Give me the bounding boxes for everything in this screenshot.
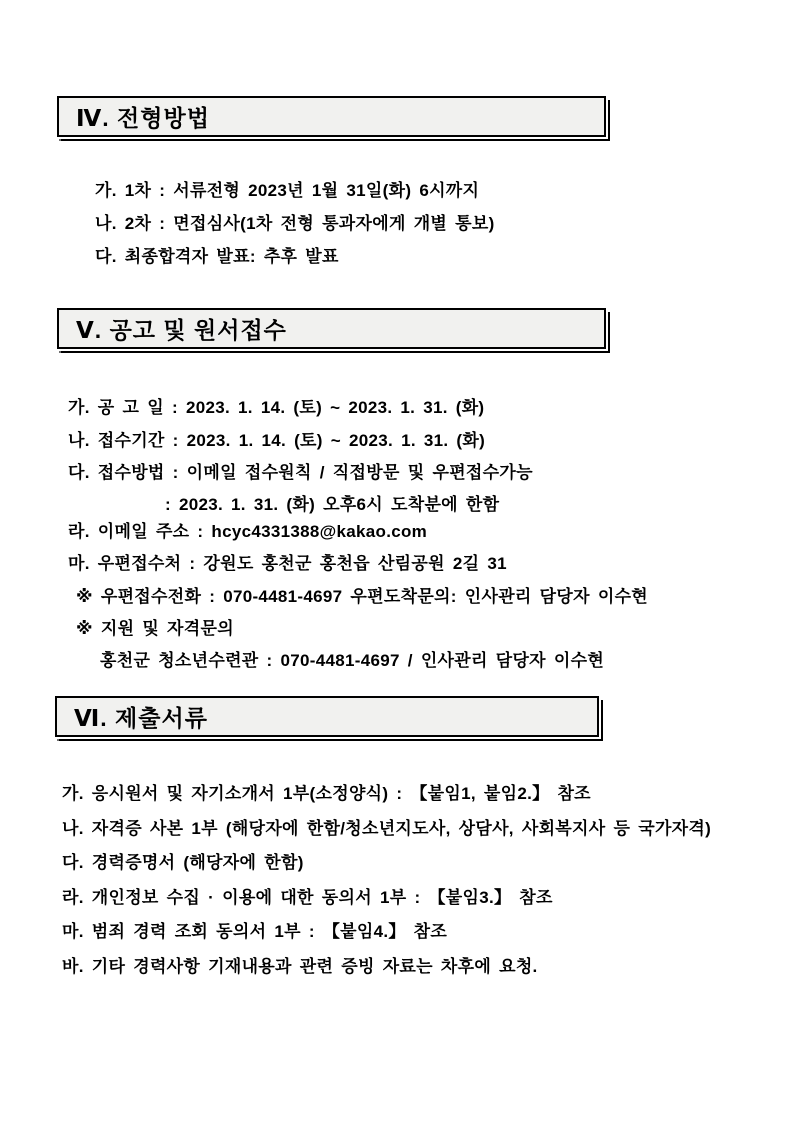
selection-method-item-2: 나. 2차 : 면접심사(1차 전형 통과자에게 개별 통보) — [95, 214, 495, 233]
section-title-selection-method: Ⅳ. 전형방법 — [76, 105, 210, 131]
selection-method-item-1: 가. 1차 : 서류전형 2023년 1월 31일(화) 6시까지 — [95, 181, 480, 200]
application-item-period: 나. 접수기간 : 2023. 1. 14. (토) ~ 2023. 1. 31. (화) — [68, 431, 486, 450]
application-item-method-continued: : 2023. 1. 31. (화) 오후6시 도착분에 한함 — [165, 495, 500, 514]
documents-item-license-copy: 나. 자격증 사본 1부 (해당자에 한함/청소년지도사, 상담사, 사회복지사 등 국가자격) — [62, 819, 712, 838]
application-note-inquiry: ※ 지원 및 자격문의 — [76, 619, 234, 638]
documents-item-career-certificate: 다. 경력증명서 (해당자에 한함) — [62, 853, 304, 872]
selection-method-item-3: 다. 최종합격자 발표: 추후 발표 — [95, 247, 339, 266]
section-header-selection-method — [57, 96, 606, 137]
application-item-method: 다. 접수방법 : 이메일 접수원칙 / 직접방문 및 우편접수가능 — [68, 463, 533, 482]
section-header-documents — [55, 696, 599, 737]
documents-item-privacy-consent: 라. 개인정보 수집 · 이용에 대한 동의서 1부 : 【붙임3.】 참조 — [62, 888, 553, 907]
application-item-announcement-date: 가. 공 고 일 : 2023. 1. 14. (토) ~ 2023. 1. 31. (화) — [68, 398, 485, 417]
application-item-postal-address: 마. 우편접수처 : 강원도 홍천군 홍천읍 산림공원 2길 31 — [68, 554, 507, 573]
application-item-email: 라. 이메일 주소 : hcyc4331388@kakao.com — [68, 522, 428, 541]
documents-item-criminal-record-consent: 마. 범죄 경력 조회 동의서 1부 : 【붙임4.】 참조 — [62, 922, 448, 941]
application-note-inquiry-contact: 홍천군 청소년수련관 : 070-4481-4697 / 인사관리 담당자 이수현 — [100, 651, 605, 670]
documents-item-additional-evidence: 바. 기타 경력사항 기재내용과 관련 증빙 자료는 차후에 요청. — [62, 957, 538, 976]
application-note-postal-phone: ※ 우편접수전화 : 070-4481-4697 우편도착문의: 인사관리 담당자 이수현 — [76, 587, 649, 606]
documents-item-application-form: 가. 응시원서 및 자기소개서 1부(소정양식) : 【붙임1, 붙임2.】 참조 — [62, 784, 591, 803]
section-header-application — [57, 308, 606, 349]
section-title-documents: Ⅵ. 제출서류 — [74, 705, 208, 731]
section-title-application: Ⅴ. 공고 및 원서접수 — [76, 317, 287, 343]
